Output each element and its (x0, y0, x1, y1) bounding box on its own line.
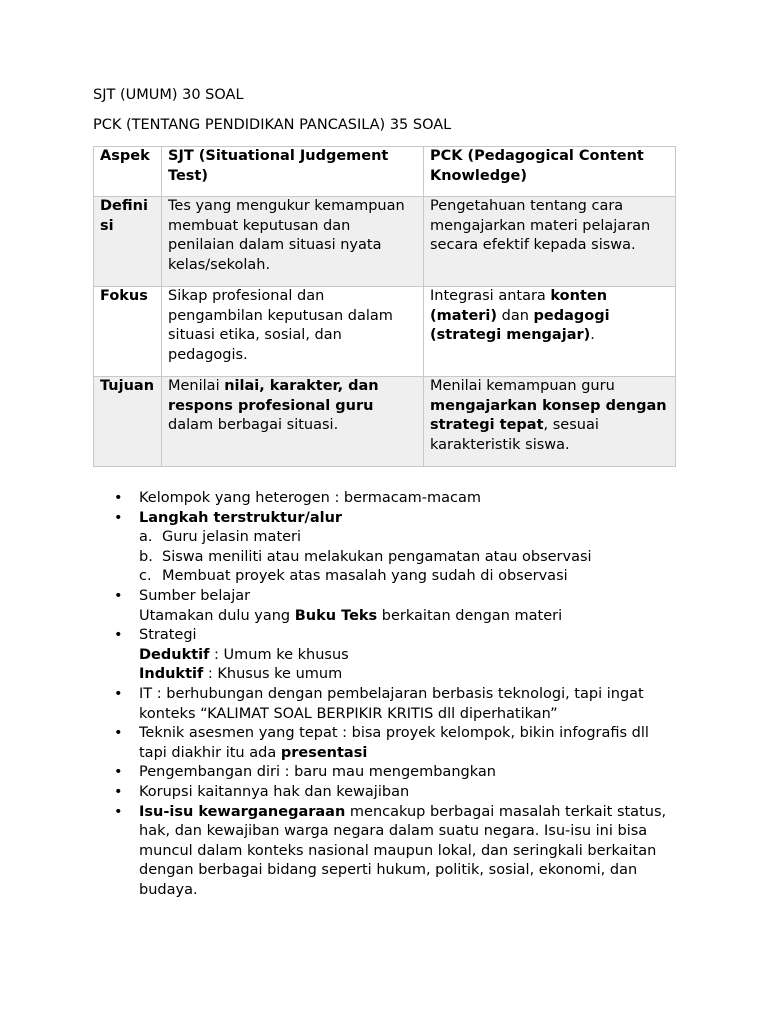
langkah-steps (139, 528, 673, 587)
list-item-sumber-belajar (93, 587, 673, 626)
bullet-icon: • (114, 764, 123, 781)
list-item-langkah (93, 509, 673, 587)
step-item (139, 528, 673, 548)
pck-tujuan (424, 377, 676, 467)
step-number: b. (139, 548, 153, 565)
bullet-icon: • (114, 509, 123, 526)
header-sjt: SJT (Situational Judgement Test) (162, 147, 424, 197)
heading-pck: PCK (TENTANG PENDIDIKAN PANCASILA) 35 SOAL (93, 117, 452, 133)
list-item-kelompok (93, 489, 673, 509)
deduktif-label: Deduktif (139, 646, 210, 663)
sumber-text-2: berkaitan dengan materi (377, 607, 563, 624)
sjt-tujuan (162, 377, 424, 467)
list-item-korupsi (93, 783, 673, 803)
list-item-pengembangan-diri (93, 763, 673, 783)
pck-fokus-bold-pedagogi: pedagogi (strategi mengajar) (430, 307, 610, 344)
korupsi-text: Korupsi kaitannya hak dan kewajiban (139, 783, 410, 800)
table-row-definisi (94, 197, 676, 287)
it-text: IT : berhubungan dengan pembelajaran berbasis teknologi, tapi ingat konteks “KALIMAT SOAL BERPIKIR KRITIS dll diperhatikan” (139, 685, 644, 722)
bullet-icon: • (114, 803, 123, 820)
list-item-teknik-asesmen (93, 724, 673, 763)
bullet-icon: • (114, 627, 123, 644)
deduktif-text: : Umum ke khusus (209, 646, 349, 663)
table-row-fokus (94, 287, 676, 377)
sjt-tujuan-text-2: dalam berbagai situasi. (168, 417, 339, 434)
sjt-tujuan-bold: nilai, karakter, dan respons profesional guru (168, 378, 379, 414)
aspect-fokus: Fokus (94, 287, 162, 377)
pck-fokus-text-3: . (590, 327, 595, 344)
bullet-icon: • (114, 587, 123, 604)
pck-fokus-text-2: dan (497, 307, 534, 324)
isu-bold-title: Isu-isu kewarganegaraan (139, 803, 346, 820)
aspect-tujuan: Tujuan (94, 377, 162, 467)
step-item (139, 567, 673, 587)
heading-sjt: SJT (UMUM) 30 SOAL (93, 87, 244, 103)
asesmen-bold-presentasi: presentasi (280, 744, 368, 761)
bullet-icon: • (114, 685, 123, 702)
table-row-tujuan (94, 377, 676, 467)
step-text: Guru jelasin materi (162, 529, 302, 546)
langkah-title: Langkah terstruktur/alur (139, 509, 343, 526)
bullet-icon: • (114, 725, 123, 742)
notes-list (93, 489, 673, 900)
sumber-text-1: Utamakan dulu yang (139, 607, 295, 624)
list-item-strategi (93, 626, 673, 685)
pck-tujuan-bold: mengajarkan konsep dengan strategi tepat (430, 397, 667, 434)
step-item (139, 548, 673, 568)
asesmen-text: Teknik asesmen yang tepat : bisa proyek kelompok, bikin infografis dll tapi diakhir itu ada (139, 725, 649, 761)
comparison-table (93, 146, 676, 467)
header-pck: PCK (Pedagogical Content Knowledge) (424, 147, 676, 197)
pck-tujuan-text-1: Menilai kemampuan guru (430, 378, 615, 394)
strategi-title: Strategi (139, 627, 197, 644)
step-text: Membuat proyek atas masalah yang sudah di observasi (162, 568, 568, 585)
sjt-tujuan-text-1: Menilai (168, 378, 225, 394)
step-number: c. (139, 568, 152, 585)
aspect-definisi: Definisi (94, 197, 162, 287)
pck-tujuan-text-2: , sesuai karakteristik siswa. (430, 417, 599, 453)
step-number: a. (139, 529, 153, 546)
kelompok-text: Kelompok yang heterogen : bermacam-macam (139, 490, 481, 506)
step-text: Siswa meniliti atau melakukan pengamatan atau observasi (162, 548, 592, 565)
sumber-bold-buku-teks: Buku Teks (294, 607, 378, 624)
list-item-isu-kewarganegaraan (93, 803, 673, 901)
induktif-text: : Khusus ke umum (203, 666, 343, 683)
pck-fokus (424, 287, 676, 377)
pck-definisi: Pengetahuan tentang cara mengajarkan materi pelajaran secara efektif kepada siswa. (424, 197, 676, 287)
bullet-icon: • (114, 490, 123, 506)
bullet-icon: • (114, 783, 123, 800)
list-item-it (93, 685, 673, 724)
table-header-row (94, 147, 676, 197)
isu-text: mencakup berbagai masalah terkait status, hak, dan kewajiban warga negara dalam suatu negara. Isu-isu ini bisa muncul dalam konteks nasional maupun lokal, dan seringkali berkaitan dengan berbagai bidang seperti hukum, politik, sosial, ekonomi, dan budaya. (139, 803, 667, 898)
pck-fokus-bold-konten: konten (materi) (430, 288, 608, 324)
pengembangan-text: Pengembangan diri : baru mau mengembangkan (139, 764, 496, 781)
sumber-title: Sumber belajar (139, 587, 251, 604)
sjt-fokus: Sikap profesional dan pengambilan keputusan dalam situasi etika, sosial, dan pedagogis. (162, 287, 424, 377)
header-aspek: Aspek (94, 147, 162, 197)
induktif-label: Induktif (139, 666, 204, 683)
sjt-definisi: Tes yang mengukur kemampuan membuat keputusan dan penilaian dalam situasi nyata kelas/sekolah. (162, 197, 424, 287)
pck-fokus-text-1: Integrasi antara (430, 288, 551, 304)
